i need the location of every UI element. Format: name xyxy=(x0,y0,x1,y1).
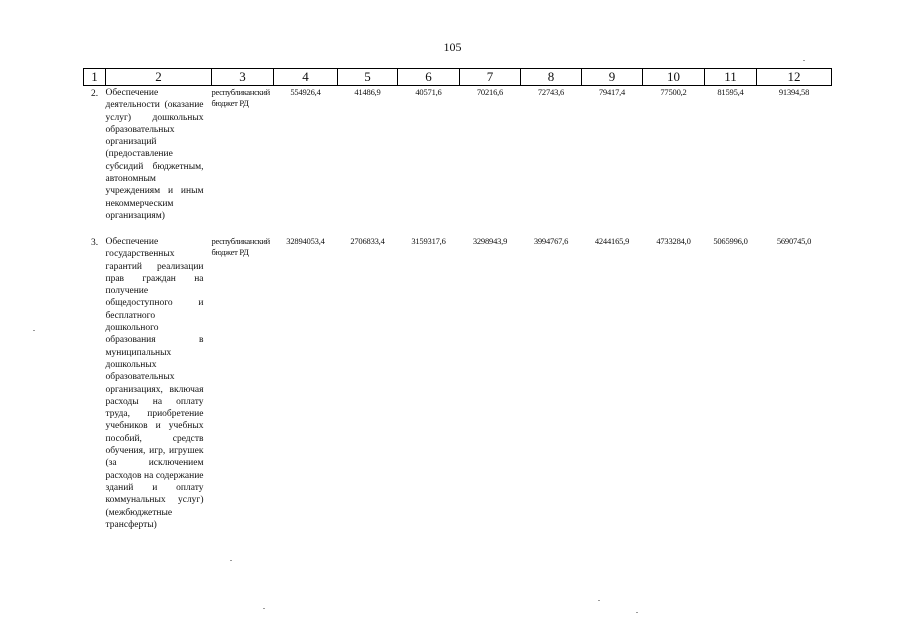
value-cell: 4733284,0 xyxy=(656,236,691,246)
scan-speck xyxy=(636,612,638,613)
page-number: 105 xyxy=(443,40,462,54)
value-cell: 40571,6 xyxy=(415,87,442,97)
header-cell: 7 xyxy=(460,69,521,86)
scan-speck xyxy=(230,560,232,561)
row-number: 3. xyxy=(90,238,99,248)
scan-speck xyxy=(803,60,805,61)
header-cell: 3 xyxy=(212,69,274,86)
value-cell: 554926,4 xyxy=(290,87,321,97)
scan-speck xyxy=(33,330,35,331)
header-cell: 6 xyxy=(398,69,460,86)
value-cell: 32894053,4 xyxy=(286,236,325,246)
value-cell: 72743,6 xyxy=(537,87,565,97)
value-cell: 3159317,6 xyxy=(411,236,446,246)
header-cell: 5 xyxy=(338,69,398,86)
value-cell: 91394,58 xyxy=(778,87,810,97)
header-cell: 11 xyxy=(705,69,757,86)
value-cell: 3994767,6 xyxy=(533,236,569,246)
header-cell: 2 xyxy=(106,69,212,86)
budget-table xyxy=(83,68,832,531)
table-header-row xyxy=(84,69,832,86)
header-cell: 1 xyxy=(84,69,106,86)
row-funding-source: республиканский бюджет РД xyxy=(211,236,270,257)
table-row xyxy=(84,86,832,236)
value-cell: 79417,4 xyxy=(598,87,626,97)
row-number: 2. xyxy=(90,89,99,99)
value-cell: 4244165,9 xyxy=(594,236,630,246)
header-cell: 4 xyxy=(274,69,338,86)
value-cell: 41486,9 xyxy=(354,87,381,97)
table-row xyxy=(84,235,832,531)
header-cell: 10 xyxy=(643,69,705,86)
value-cell: 77500,2 xyxy=(660,87,687,97)
header-cell: 12 xyxy=(757,69,832,86)
row-description: Обеспечение государственных гарантий реализации прав граждан на получение общедоступного и бесплатного дошкольного образования в муниципальных дошкольных образовательных организациях, включая расходы на оплату труда, приобретение учебников и учебных пособий, средств обучения, игр, игрушек (за исключением расходов на содержание зданий и оплату коммунальных услуг) (межбюджетные трансферты) xyxy=(105,237,204,530)
value-cell: 5065996,0 xyxy=(713,236,748,246)
scan-speck xyxy=(598,600,600,601)
value-cell: 81595,4 xyxy=(717,87,744,97)
header-cell: 8 xyxy=(521,69,582,86)
value-cell: 70216,6 xyxy=(476,87,504,97)
scan-speck xyxy=(263,608,265,609)
value-cell: 5690745,0 xyxy=(776,236,812,246)
value-cell: 3298943,9 xyxy=(472,236,508,246)
row-funding-source: республиканский бюджет РД xyxy=(211,87,270,108)
value-cell: 2706833,4 xyxy=(350,236,385,246)
header-cell: 9 xyxy=(582,69,643,86)
row-description: Обеспечение деятельности (оказание услуг) дошкольных образовательных организаций (предоставление субсидий бюджетным, автономным учреждениям и иным некоммерческим организациям) xyxy=(105,88,204,221)
